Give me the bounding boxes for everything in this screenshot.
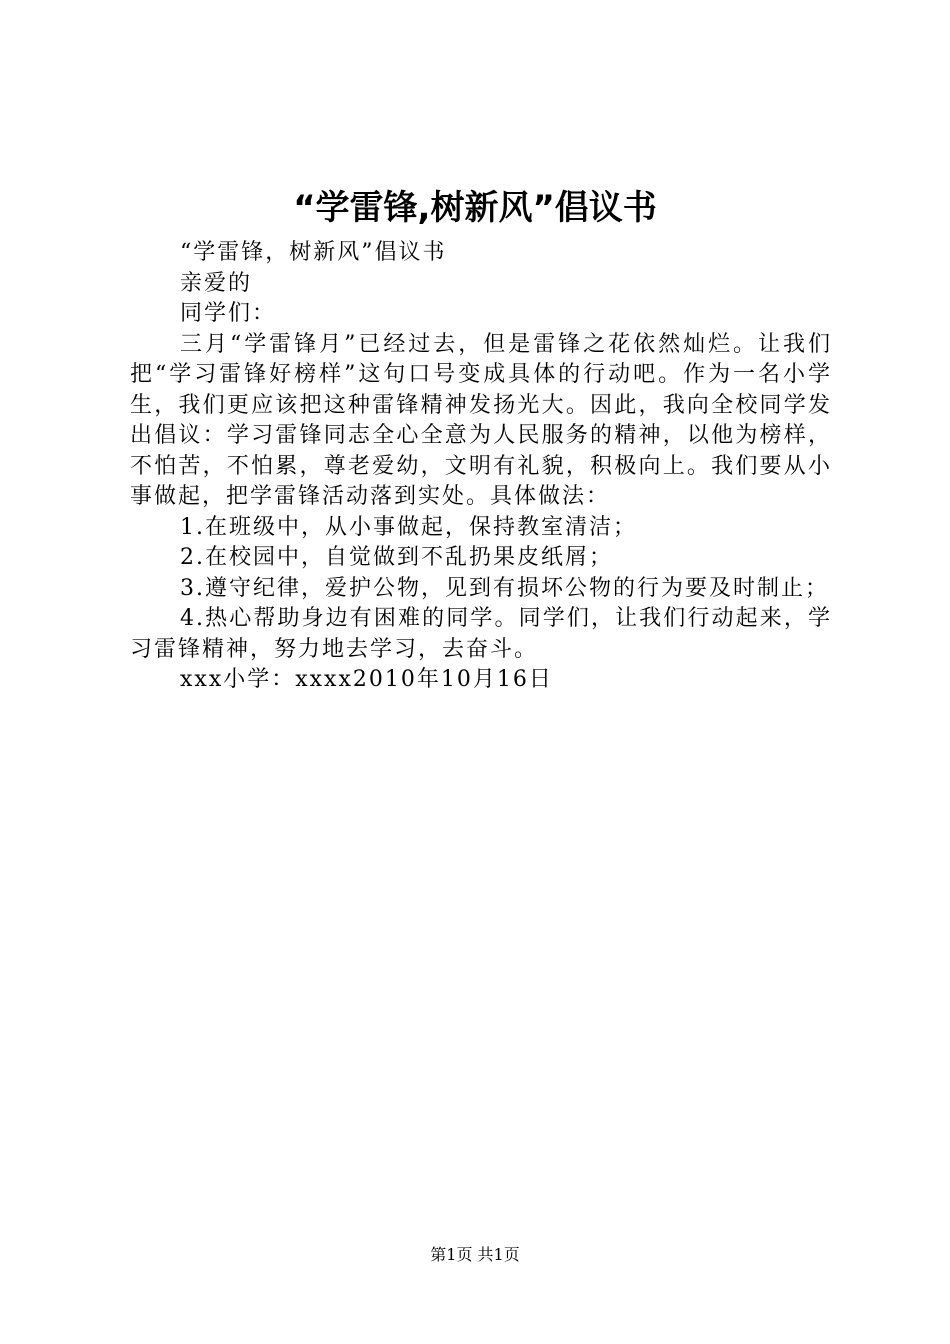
list-item: 2.在校园中，自觉做到不乱扔果皮纸屑；: [180, 545, 613, 570]
document-body: [130, 238, 832, 696]
subtitle-paragraph: “学雷锋，树新风”倡议书: [180, 240, 447, 265]
page-title: “学雷锋,树新风”倡议书: [293, 188, 657, 228]
list-item: 3.遵守纪律，爱护公物，见到有损坏公物的行为要及时制止；: [180, 575, 829, 601]
salutation-paragraph: 同学们：: [180, 301, 277, 326]
intro-paragraph: 三月“学雷锋月”已经过去，但是雷锋之花依然灿烂。让我们把“学习雷锋好榜样”这句口号变成具体的行动吧。作为一名小学生，我们更应该把这种雷锋精神发扬光大。因此，我向全校同学发出倡议：学习雷锋同志全心全意为人民服务的精神，以他为榜样，不怕苦，不怕累，尊老爱幼，文明有礼貌，积极向上。我们要从小事做起，把学雷锋活动落到实处。具体做法：: [130, 331, 832, 509]
list-item: 4.热心帮助身边有困难的同学。同学们，让我们行动起来，学习雷锋精神，努力地去学习，去奋斗。: [130, 606, 832, 662]
greeting-paragraph: 亲爱的: [180, 270, 253, 296]
signature-paragraph: xxx小学：xxxx2010年10月16日: [180, 667, 553, 692]
page-footer: 第1页 共1页: [430, 1245, 520, 1264]
list-item: 1.在班级中，从小事做起，保持教室清洁；: [180, 514, 637, 540]
